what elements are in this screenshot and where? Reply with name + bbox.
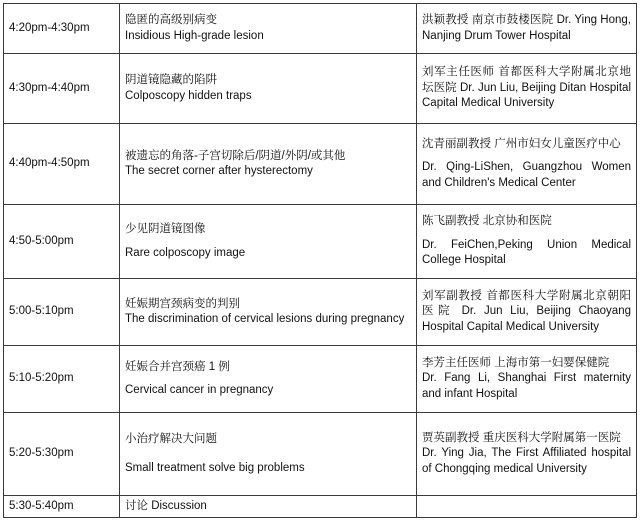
table-row: [4, 54, 637, 124]
speaker-cell: [417, 413, 637, 496]
speaker-zh: 李芳主任医师 上海市第一妇婴保健院: [422, 356, 610, 369]
speaker-cell: [417, 496, 637, 518]
speaker-en: Dr. Ying Jia, The First Affiliated hospital of Chongqing medical University: [422, 447, 631, 475]
topic-zh: 阴道镜隐藏的陷阱: [125, 74, 217, 86]
topic-cell: [120, 124, 417, 205]
speaker-cell: [417, 124, 637, 205]
time-cell: 5:20-5:30pm: [4, 413, 120, 496]
speaker-zh: 洪颖教授 南京市鼓楼医院: [422, 14, 554, 26]
topic-zh: 被遗忘的角落-子宫切除后/阴道/外阴/或其他: [125, 149, 346, 162]
speaker-en: Dr. Jun Liu, Beijing Ditan Hospital Capital Medical University: [422, 81, 632, 110]
topic-zh: 妊娠合并宫颈癌 1 例: [125, 360, 230, 373]
schedule-table: [3, 3, 637, 518]
topic-en: Cervical cancer in pregnancy: [125, 384, 274, 396]
topic-en: The secret corner after hysterectomy: [125, 165, 313, 177]
table-row: [4, 4, 637, 54]
time-cell: 4:40pm-4:50pm: [4, 124, 120, 205]
topic-zh: 隐匿的高级别病变: [125, 14, 217, 26]
table-row: [4, 279, 637, 346]
speaker-cell: [417, 54, 637, 124]
topic-zh: 小治疗解决大问题: [125, 432, 217, 445]
speaker-en: Dr. Jun Liu, Beijing Chaoyang Hospital Capital Medical University: [422, 305, 631, 333]
topic-cell: [120, 279, 417, 346]
topic-en: Insidious High-grade lesion: [125, 29, 264, 42]
table-row: [4, 496, 637, 518]
table-row: [4, 413, 637, 496]
topic-cell: [120, 54, 417, 124]
speaker-zh: 陈飞副教授 北京协和医院: [422, 215, 552, 228]
topic-en: Colposcopy hidden traps: [125, 89, 252, 102]
speaker-en: Dr. Qing-LiShen, Guangzhou Women and Children's Medical Center: [422, 161, 631, 189]
time-cell: 4:20pm-4:30pm: [4, 4, 120, 54]
table-row: [4, 124, 637, 205]
time-cell: 5:00-5:10pm: [4, 279, 120, 346]
topic-zh: 少见阴道镜图像: [125, 223, 206, 235]
speaker-en: Dr. FeiChen,Peking Union Medical College Hospital: [422, 238, 631, 267]
table-row: [4, 205, 637, 279]
topic-cell: [120, 346, 417, 413]
table-row: [4, 346, 637, 413]
speaker-en: Dr. Fang Li, Shanghai First maternity and infant Hospital: [422, 372, 631, 400]
topic-en: Rare colposcopy image: [125, 246, 246, 259]
speaker-cell: [417, 346, 637, 413]
topic-en: The discrimination of cervical lesions during pregnancy: [125, 313, 405, 325]
speaker-en: Dr. Ying Hong, Nanjing Drum Tower Hospital: [422, 14, 631, 42]
speaker-cell: [417, 205, 637, 279]
topic-cell: [120, 413, 417, 496]
topic-cell: [120, 205, 417, 279]
speaker-zh: 沈青丽副教授 广州市妇女儿童医疗中心: [422, 137, 621, 150]
speaker-cell: [417, 279, 637, 346]
speaker-zh: 刘军副教授 首都医科大学附属北京朝阳医院: [422, 289, 631, 318]
time-cell: 4:50-5:00pm: [4, 205, 120, 279]
topic-cell: [120, 4, 417, 54]
topic-cell: 讨论 Discussion: [120, 496, 417, 518]
speaker-zh: 刘军主任医师 首都医科大学附属北京地坛医院: [422, 66, 631, 94]
speaker-cell: [417, 4, 637, 54]
topic-zh: 妊娠期宫颈病变的判别: [125, 297, 240, 310]
time-cell: 4:30pm-4:40pm: [4, 54, 120, 124]
topic-en: Small treatment solve big problems: [125, 462, 305, 474]
speaker-zh: 贾英副教授 重庆医科大学附属第一医院: [422, 431, 621, 444]
time-cell: 5:10-5:20pm: [4, 346, 120, 413]
time-cell: 5:30-5:40pm: [4, 496, 120, 518]
